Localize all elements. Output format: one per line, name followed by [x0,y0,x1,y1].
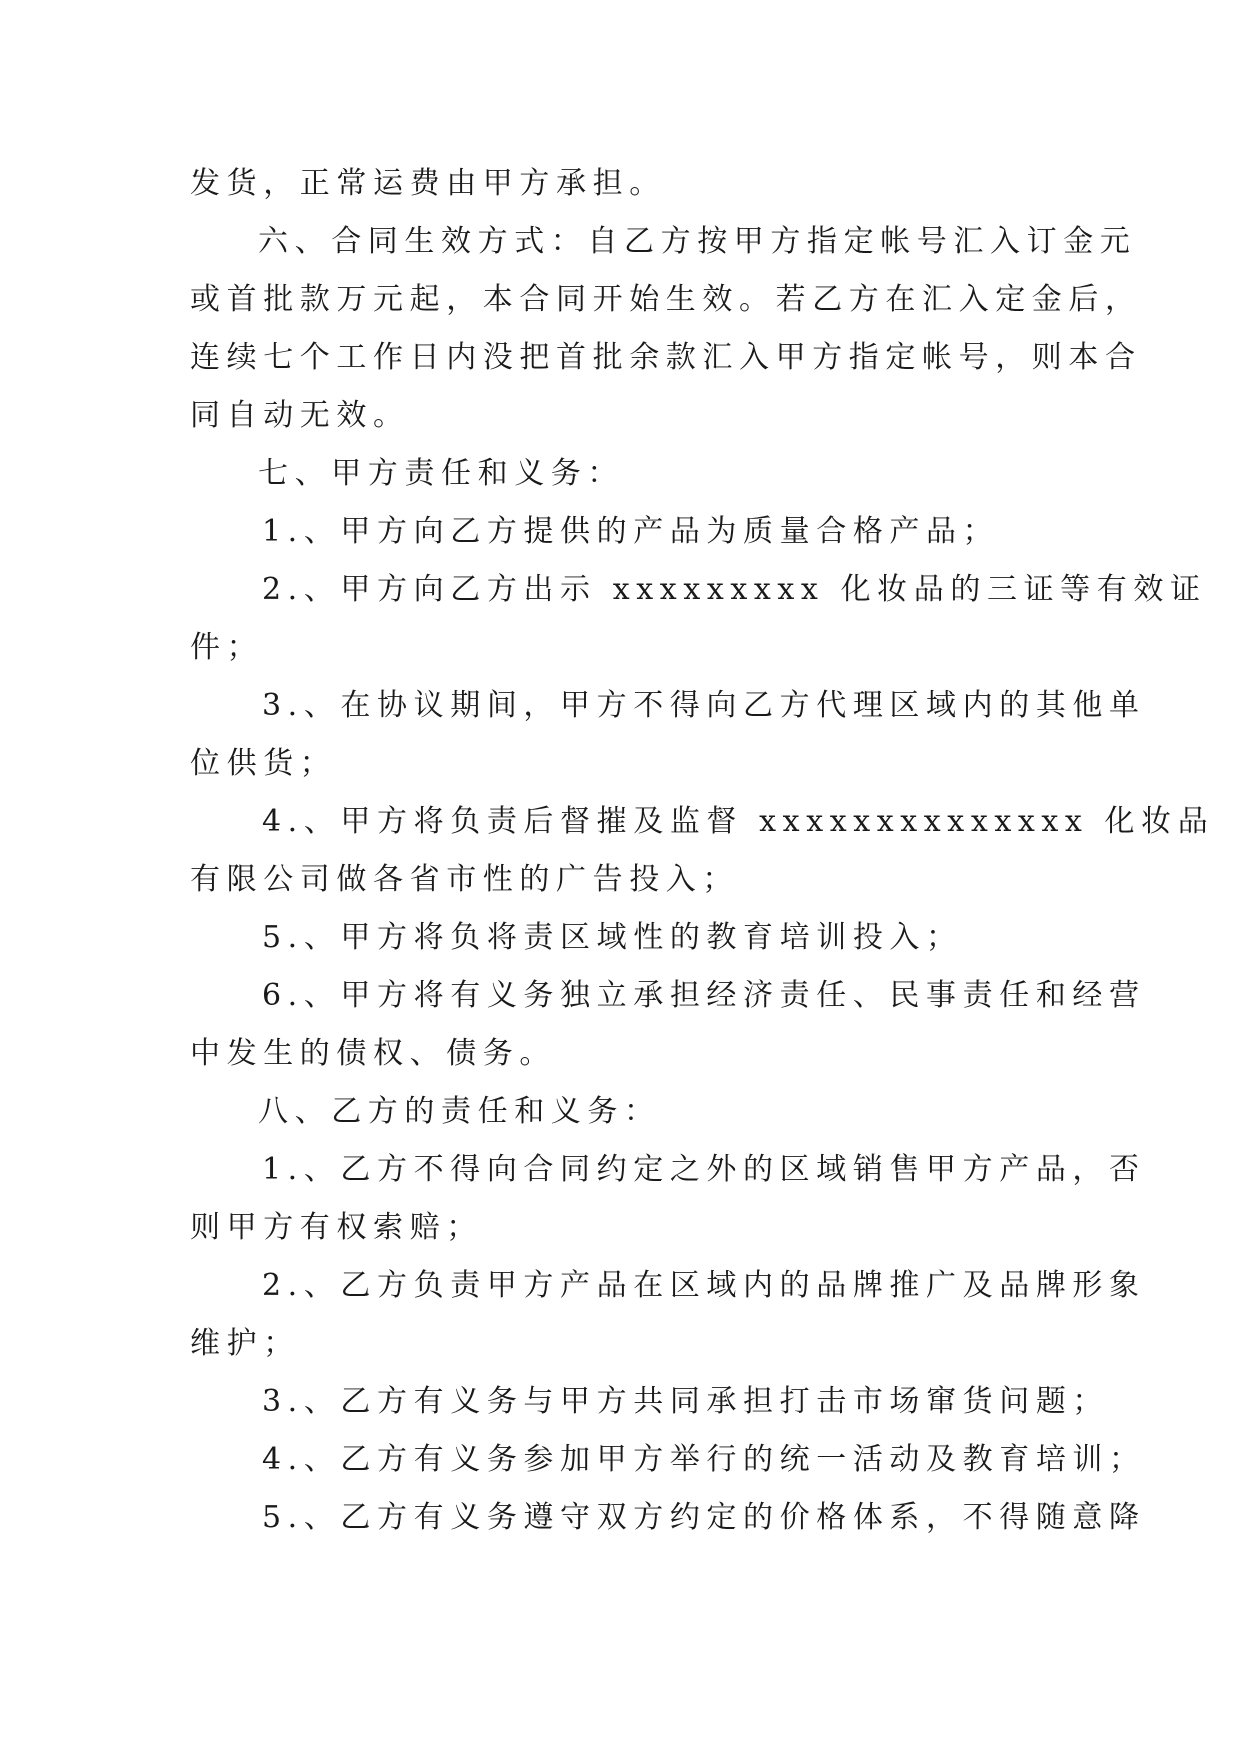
text-line: 或首批款万元起，本合同开始生效。若乙方在汇入定金后， [190,282,1142,317]
text-line: 则甲方有权索赔； [190,1210,483,1245]
section-heading-eight: 八、乙方的责任和义务： [258,1094,661,1129]
list-item: 2.、乙方负责甲方产品在区域内的品牌推广及品牌形象 [262,1268,1146,1303]
list-item: 4.、甲方将负责后督摧及监督 xxxxxxxxxxxxxx 化妆品 [262,804,1215,839]
text-line: 同自动无效。 [190,398,410,433]
list-item: 2.、甲方向乙方出示 xxxxxxxxx 化妆品的三证等有效证 [262,572,1207,607]
list-item: 1.、乙方不得向合同约定之外的区域销售甲方产品，否 [262,1152,1146,1187]
text-line: 件； [190,630,264,665]
list-item: 3.、在协议期间，甲方不得向乙方代理区域内的其他单 [262,688,1146,723]
list-item: 6.、甲方将有义务独立承担经济责任、民事责任和经营 [262,978,1146,1013]
list-item: 1.、甲方向乙方提供的产品为质量合格产品； [262,514,1000,549]
text-line: 中发生的债权、债务。 [190,1036,556,1071]
text-line: 发货，正常运费由甲方承担。 [190,166,666,201]
text-line: 连续七个工作日内没把首批余款汇入甲方指定帐号，则本合 [190,340,1142,375]
list-item: 5.、乙方有义务遵守双方约定的价格体系，不得随意降 [262,1500,1146,1535]
section-heading-seven: 七、甲方责任和义务： [258,456,624,491]
section-heading-six: 六、合同生效方式：自乙方按甲方指定帐号汇入订金元 [258,224,1137,259]
list-item: 3.、乙方有义务与甲方共同承担打击市场窜货问题； [262,1384,1110,1419]
list-item: 4.、乙方有义务参加甲方举行的统一活动及教育培训； [262,1442,1146,1477]
text-line: 位供货； [190,746,337,781]
list-item: 5.、甲方将负将责区域性的教育培训投入； [262,920,963,955]
text-line: 有限公司做各省市性的广告投入； [190,862,739,897]
text-line: 维护； [190,1326,300,1361]
